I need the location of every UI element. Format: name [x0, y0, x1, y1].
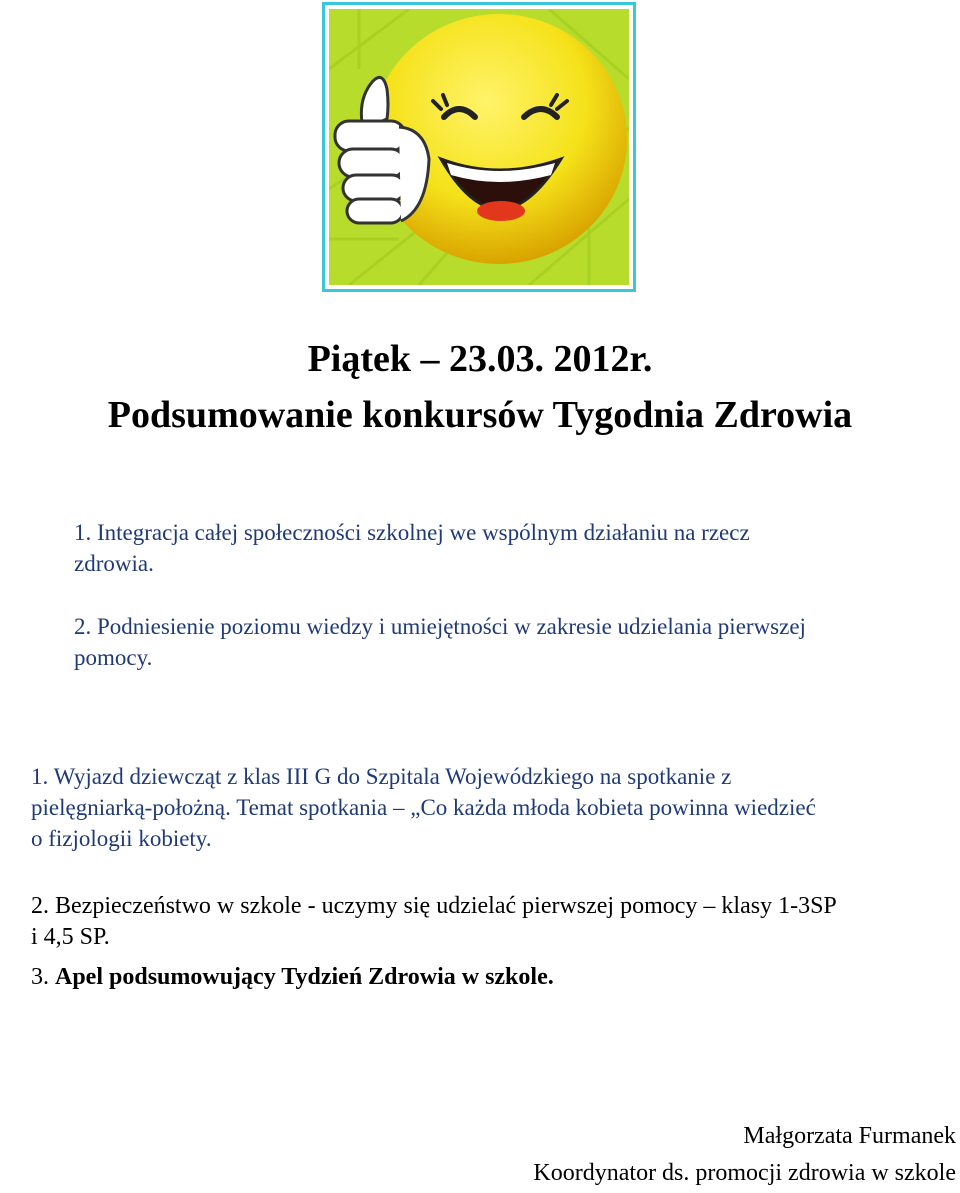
smiley-thumbs-up-image: [322, 2, 636, 292]
signature-name: Małgorzata Furmanek: [743, 1123, 956, 1149]
event-item-2: 2. Bezpieczeństwo w szkole - uczymy się udzielać pierwszej pomocy – klasy 1-3SP i 4,5 SP.: [31, 893, 837, 950]
event-item-1: 1. Wyjazd dziewcząt z klas III G do Szpitala Wojewódzkiego na spotkanie z pielęgniarką-położną. Temat spotkania – „Co każda młoda kobieta powinna wiedzieć o fizjologii kobiety.: [31, 764, 816, 851]
smiley-thumbs-up-icon: [329, 9, 629, 285]
goal-item-2: 2. Podniesienie poziomu wiedzy i umiejętności w zakresie udzielania pierwszej pomocy.: [74, 614, 806, 670]
signature-role: Koordynator ds. promocji zdrowia w szkole: [533, 1160, 956, 1186]
page-title: Piątek – 23.03. 2012r.: [307, 338, 653, 380]
event-item-3: 3. Apel podsumowujący Tydzień Zdrowia w szkole.: [31, 964, 554, 990]
page-subtitle: Podsumowanie konkursów Tygodnia Zdrowia: [107, 394, 853, 436]
goal-item-1: 1. Integracja całej społeczności szkolnej we wspólnym działaniu na rzecz zdrowia.: [74, 520, 750, 576]
